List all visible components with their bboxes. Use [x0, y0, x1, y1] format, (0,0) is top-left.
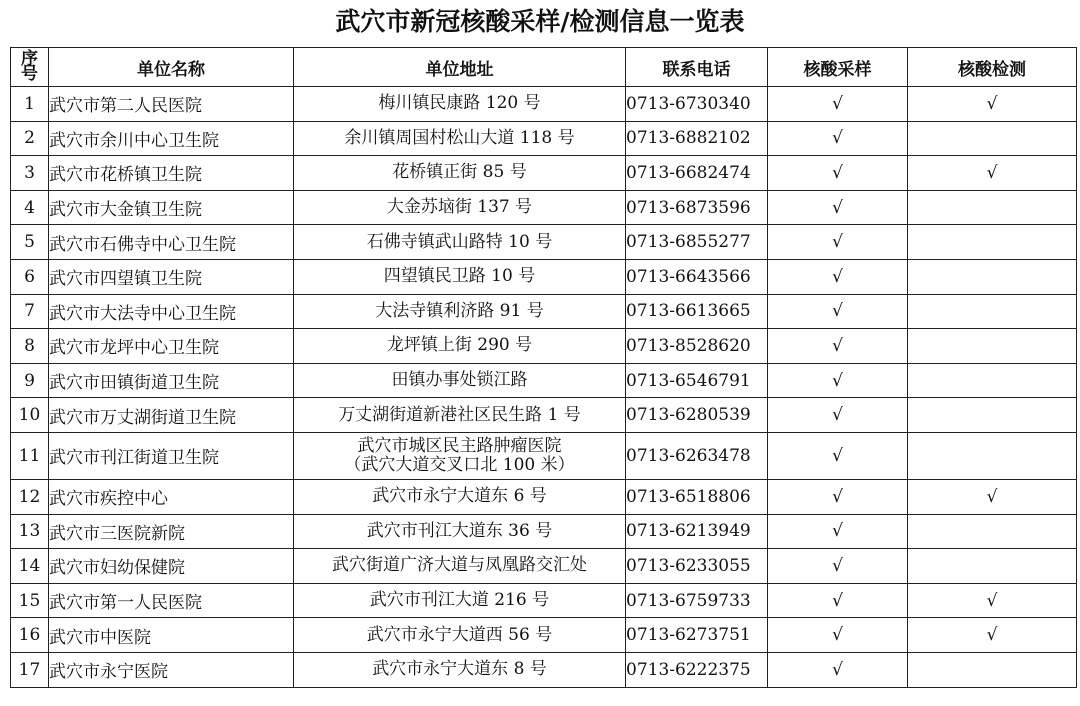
unit-address: 梅川镇民康路 120 号	[294, 87, 626, 122]
unit-name: 武穴市万丈湖街道卫生院	[49, 398, 294, 433]
sampling-check: √	[768, 583, 908, 618]
unit-name: 武穴市第一人民医院	[49, 583, 294, 618]
unit-phone: 0713-6273751	[626, 618, 768, 653]
unit-name: 武穴市妇幼保健院	[49, 549, 294, 584]
sampling-check: √	[768, 618, 908, 653]
unit-phone: 0713-6730340	[626, 87, 768, 122]
unit-name: 武穴市田镇街道卫生院	[49, 363, 294, 398]
sampling-check: √	[768, 259, 908, 294]
unit-phone: 0713-6233055	[626, 549, 768, 584]
testing-check: √	[908, 583, 1077, 618]
unit-phone: 0713-6643566	[626, 259, 768, 294]
testing-check	[908, 363, 1077, 398]
table-row	[11, 514, 1077, 549]
sampling-check: √	[768, 294, 908, 329]
row-index: 6	[11, 259, 49, 294]
unit-phone: 0713-6682474	[626, 156, 768, 191]
unit-name: 武穴市大法寺中心卫生院	[49, 294, 294, 329]
sampling-check: √	[768, 87, 908, 122]
testing-check	[908, 514, 1077, 549]
unit-name: 武穴市疾控中心	[49, 479, 294, 514]
table-row	[11, 583, 1077, 618]
table-row	[11, 398, 1077, 433]
unit-name: 武穴市大金镇卫生院	[49, 190, 294, 225]
table-row	[11, 432, 1077, 479]
sampling-check: √	[768, 549, 908, 584]
row-index: 7	[11, 294, 49, 329]
unit-name: 武穴市石佛寺中心卫生院	[49, 225, 294, 260]
unit-address: 武穴市刊江大道 216 号	[294, 583, 626, 618]
table-row	[11, 479, 1077, 514]
table-row	[11, 190, 1077, 225]
sampling-check: √	[768, 363, 908, 398]
table-row	[11, 618, 1077, 653]
testing-check	[908, 549, 1077, 584]
testing-check	[908, 398, 1077, 433]
row-index: 4	[11, 190, 49, 225]
testing-check	[908, 259, 1077, 294]
sampling-check: √	[768, 479, 908, 514]
testing-check	[908, 190, 1077, 225]
table-row	[11, 87, 1077, 122]
unit-address-line2: （武穴大道交叉口北 100 米）	[344, 454, 575, 475]
testing-check	[908, 652, 1077, 687]
unit-name: 武穴市三医院新院	[49, 514, 294, 549]
testing-check	[908, 432, 1077, 479]
unit-phone: 0713-6613665	[626, 294, 768, 329]
row-index: 11	[11, 432, 49, 479]
unit-address: 武穴市刊江大道东 36 号	[294, 514, 626, 549]
unit-name: 武穴市龙坪中心卫生院	[49, 329, 294, 364]
sampling-check: √	[768, 190, 908, 225]
unit-address: 四望镇民卫路 10 号	[294, 259, 626, 294]
row-index: 10	[11, 398, 49, 433]
unit-phone: 0713-6280539	[626, 398, 768, 433]
row-index: 17	[11, 652, 49, 687]
unit-address: 武穴市永宁大道东 8 号	[294, 652, 626, 687]
table-row	[11, 225, 1077, 260]
header-address: 单位地址	[294, 48, 626, 87]
header-sampling: 核酸采样	[768, 48, 908, 87]
testing-check	[908, 225, 1077, 260]
unit-address-line1: 武穴市城区民主路肿瘤医院	[357, 435, 562, 456]
unit-address: 武穴市永宁大道西 56 号	[294, 618, 626, 653]
unit-phone: 0713-6518806	[626, 479, 768, 514]
unit-phone: 0713-6873596	[626, 190, 768, 225]
info-table	[10, 47, 1077, 688]
table-row	[11, 294, 1077, 329]
table-row	[11, 652, 1077, 687]
testing-check: √	[908, 479, 1077, 514]
sampling-check: √	[768, 225, 908, 260]
unit-phone: 0713-6263478	[626, 432, 768, 479]
header-testing: 核酸检测	[908, 48, 1077, 87]
row-index: 5	[11, 225, 49, 260]
row-index: 12	[11, 479, 49, 514]
unit-address	[294, 432, 626, 479]
unit-name: 武穴市四望镇卫生院	[49, 259, 294, 294]
row-index: 14	[11, 549, 49, 584]
testing-check: √	[908, 156, 1077, 191]
testing-check: √	[908, 618, 1077, 653]
row-index: 9	[11, 363, 49, 398]
table-header-row	[11, 48, 1077, 87]
row-index: 3	[11, 156, 49, 191]
unit-phone: 0713-8528620	[626, 329, 768, 364]
header-index-line1: 序	[21, 49, 38, 69]
table-row	[11, 121, 1077, 156]
testing-check: √	[908, 87, 1077, 122]
unit-address: 田镇办事处锁江路	[294, 363, 626, 398]
unit-name: 武穴市永宁医院	[49, 652, 294, 687]
header-index-line2: 号	[21, 64, 38, 84]
sampling-check: √	[768, 156, 908, 191]
unit-address: 石佛寺镇武山路特 10 号	[294, 225, 626, 260]
unit-address: 武穴街道广济大道与凤凰路交汇处	[294, 549, 626, 584]
table-row	[11, 329, 1077, 364]
table-row	[11, 363, 1077, 398]
row-index: 13	[11, 514, 49, 549]
table-row	[11, 259, 1077, 294]
header-index	[11, 48, 49, 87]
unit-phone: 0713-6546791	[626, 363, 768, 398]
testing-check	[908, 294, 1077, 329]
unit-address: 龙坪镇上街 290 号	[294, 329, 626, 364]
testing-check	[908, 329, 1077, 364]
sampling-check: √	[768, 432, 908, 479]
unit-phone: 0713-6855277	[626, 225, 768, 260]
header-phone: 联系电话	[626, 48, 768, 87]
page-title: 武穴市新冠核酸采样/检测信息一览表	[335, 7, 745, 36]
sampling-check: √	[768, 121, 908, 156]
row-index: 16	[11, 618, 49, 653]
unit-name: 武穴市刊江街道卫生院	[49, 432, 294, 479]
unit-phone: 0713-6222375	[626, 652, 768, 687]
unit-address: 大金苏垴街 137 号	[294, 190, 626, 225]
unit-name: 武穴市余川中心卫生院	[49, 121, 294, 156]
unit-name: 武穴市中医院	[49, 618, 294, 653]
sampling-check: √	[768, 329, 908, 364]
unit-phone: 0713-6213949	[626, 514, 768, 549]
unit-address: 万丈湖街道新港社区民生路 1 号	[294, 398, 626, 433]
unit-address: 花桥镇正街 85 号	[294, 156, 626, 191]
unit-address: 武穴市永宁大道东 6 号	[294, 479, 626, 514]
unit-name: 武穴市花桥镇卫生院	[49, 156, 294, 191]
table-row	[11, 549, 1077, 584]
unit-name: 武穴市第二人民医院	[49, 87, 294, 122]
sampling-check: √	[768, 398, 908, 433]
unit-address: 余川镇周国村松山大道 118 号	[294, 121, 626, 156]
table-row	[11, 156, 1077, 191]
sampling-check: √	[768, 514, 908, 549]
header-name: 单位名称	[49, 48, 294, 87]
row-index: 8	[11, 329, 49, 364]
unit-address: 大法寺镇利济路 91 号	[294, 294, 626, 329]
row-index: 2	[11, 121, 49, 156]
row-index: 15	[11, 583, 49, 618]
unit-phone: 0713-6759733	[626, 583, 768, 618]
testing-check	[908, 121, 1077, 156]
sampling-check: √	[768, 652, 908, 687]
row-index: 1	[11, 87, 49, 122]
unit-phone: 0713-6882102	[626, 121, 768, 156]
